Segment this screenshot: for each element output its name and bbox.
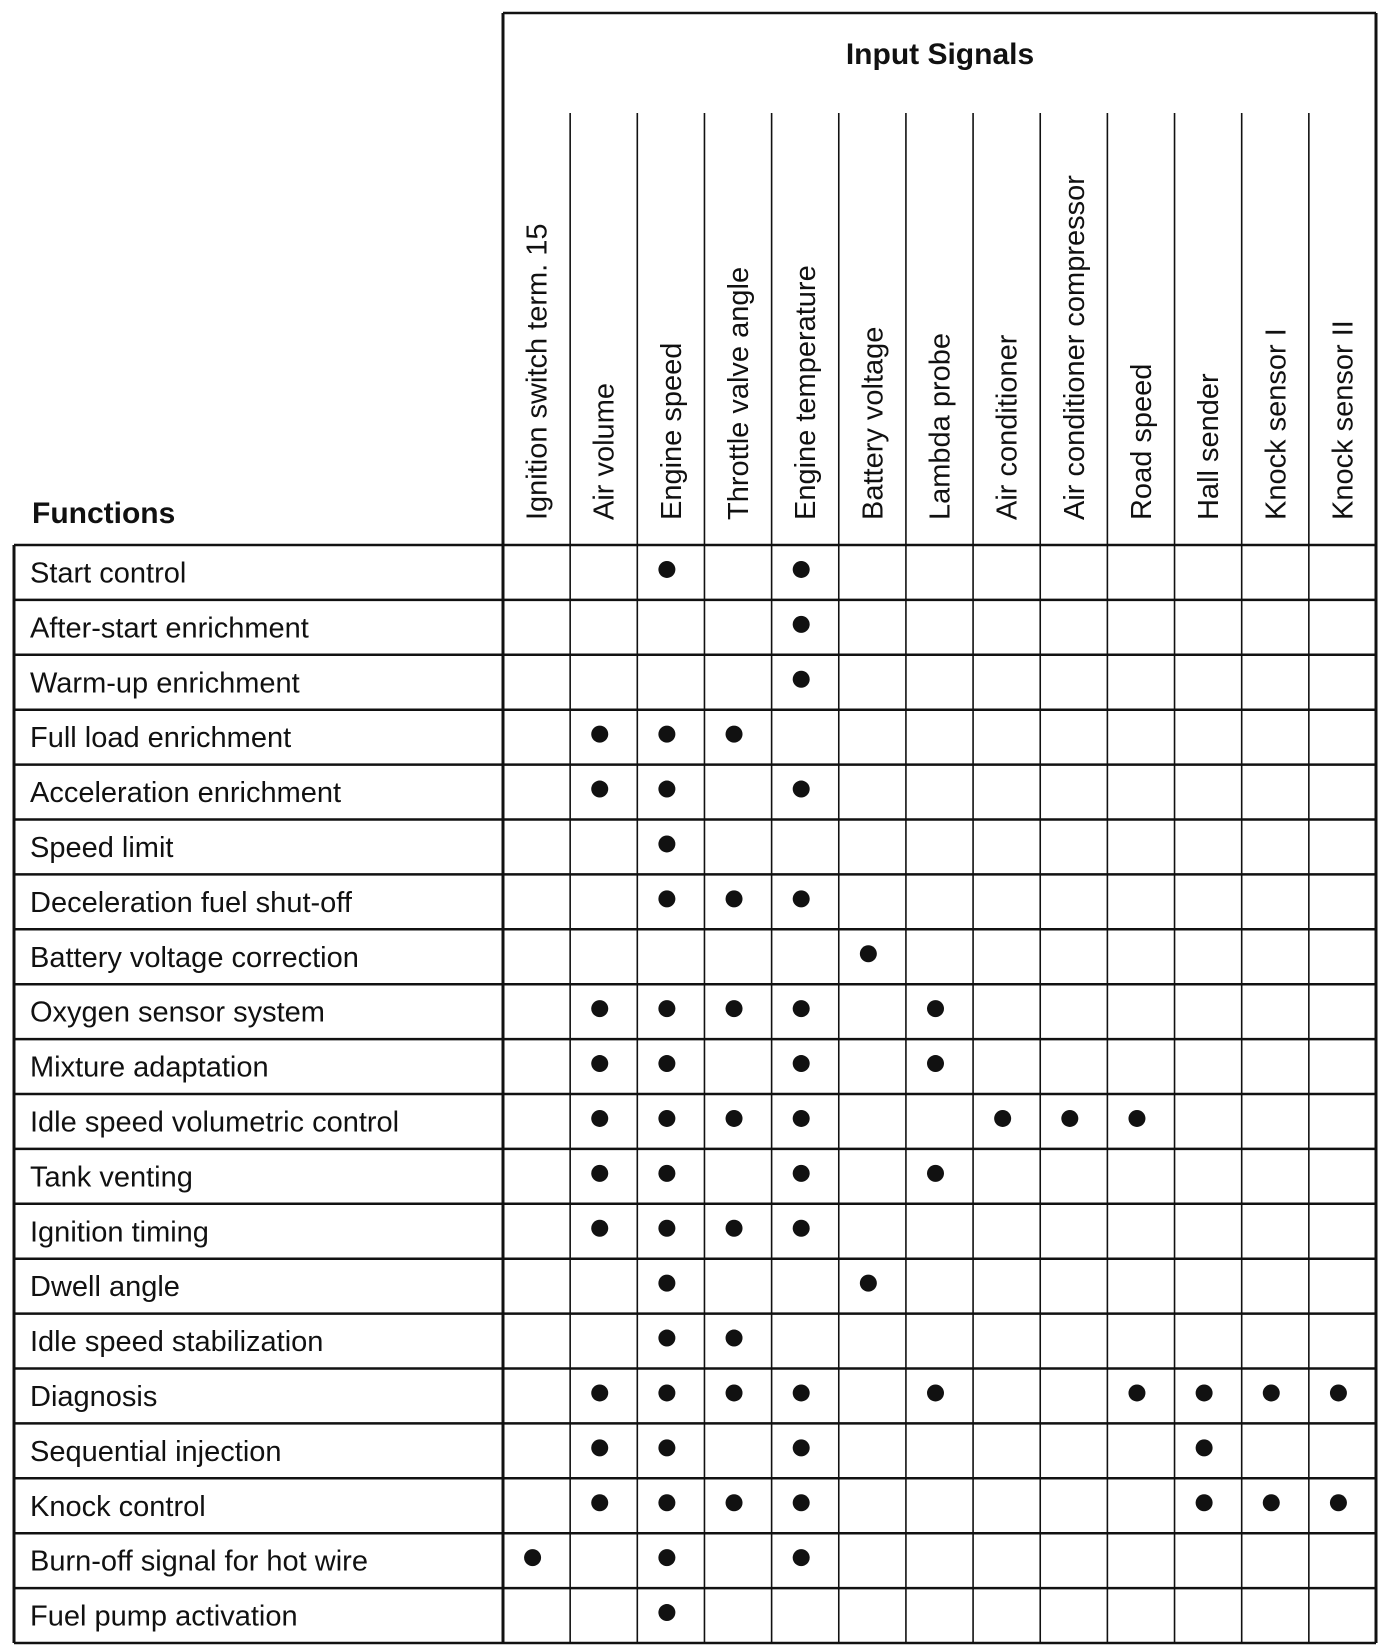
- signal-mark-dot: [658, 1384, 675, 1401]
- signal-mark-dot: [658, 1275, 675, 1292]
- function-label: Diagnosis: [30, 1380, 158, 1413]
- signal-mark-dot: [726, 726, 743, 743]
- signal-mark-dot: [524, 1549, 541, 1566]
- function-label: Dwell angle: [30, 1271, 180, 1304]
- signal-mark-dot: [726, 1384, 743, 1401]
- signal-mark-dot: [994, 1110, 1011, 1127]
- table-row: [30, 1546, 368, 1578]
- signal-mark-dot: [793, 1494, 810, 1511]
- signal-mark-dot: [793, 616, 810, 633]
- signal-mark-dot: [793, 671, 810, 688]
- signal-mark-dot: [658, 1055, 675, 1072]
- signal-mark-dot: [658, 561, 675, 578]
- table-row: [30, 612, 309, 644]
- table-row: [30, 557, 186, 589]
- signal-mark-dot: [658, 1330, 675, 1347]
- column-header-label: Air volume: [588, 383, 621, 520]
- signal-mark-dot: [1196, 1384, 1213, 1401]
- column-header-label: Air conditioner compressor: [1058, 175, 1091, 520]
- input-signals-heading: Input Signals: [845, 38, 1035, 71]
- signal-mark-dot: [793, 781, 810, 798]
- signal-mark-dot: [927, 1055, 944, 1072]
- signal-mark-dot: [927, 1165, 944, 1182]
- signal-mark-dot: [1263, 1494, 1280, 1511]
- function-label: Ignition timing: [30, 1216, 209, 1249]
- signal-mark-dot: [793, 1384, 810, 1401]
- signal-mark-dot: [726, 1494, 743, 1511]
- column-header-label: Knock sensor II: [1327, 320, 1360, 520]
- function-label: Idle speed volumetric control: [30, 1106, 400, 1139]
- signal-mark-dot: [591, 1165, 608, 1182]
- functions-heading: Functions: [32, 497, 176, 530]
- signal-mark-dot: [658, 1000, 675, 1017]
- table-row: [30, 942, 359, 974]
- function-label: Start control: [30, 557, 187, 590]
- column-header-label: Air conditioner: [991, 334, 1024, 520]
- signal-mark-dot: [591, 726, 608, 743]
- table-grid: [14, 13, 1376, 1643]
- table-row: [30, 887, 353, 919]
- column-header-label: Lambda probe: [924, 332, 957, 520]
- column-header-label: Engine temperature: [790, 265, 823, 520]
- signal-mark-dot: [1128, 1384, 1145, 1401]
- function-label: After-start enrichment: [30, 612, 309, 645]
- table-row: [30, 722, 291, 754]
- column-header-label: Ignition switch term. 15: [521, 223, 554, 520]
- signal-mark-dot: [793, 561, 810, 578]
- signal-mark-dot: [658, 890, 675, 907]
- signal-mark-dot: [726, 1220, 743, 1237]
- function-label: Speed limit: [30, 831, 174, 864]
- signal-mark-dot: [658, 1494, 675, 1511]
- column-header-label: Battery voltage: [857, 326, 890, 520]
- column-header-label: Road speed: [1125, 363, 1158, 520]
- signal-mark-dot: [1061, 1110, 1078, 1127]
- signal-mark-dot: [1196, 1439, 1213, 1456]
- function-label: Sequential injection: [30, 1435, 282, 1468]
- signal-mark-dot: [793, 890, 810, 907]
- table-row: [30, 997, 325, 1029]
- function-label: Tank venting: [30, 1161, 193, 1194]
- signal-mark-dot: [927, 1000, 944, 1017]
- signal-mark-dot: [658, 1549, 675, 1566]
- signal-marks: [524, 561, 1347, 1621]
- function-label: Full load enrichment: [30, 722, 292, 755]
- signal-mark-dot: [658, 1439, 675, 1456]
- signal-mark-dot: [726, 890, 743, 907]
- table-row: [30, 777, 341, 809]
- signal-mark-dot: [726, 1110, 743, 1127]
- signal-mark-dot: [591, 1439, 608, 1456]
- signal-mark-dot: [793, 1549, 810, 1566]
- table-row: [30, 1381, 157, 1413]
- signal-mark-dot: [591, 1384, 608, 1401]
- signal-mark-dot: [658, 1220, 675, 1237]
- signal-mark-dot: [591, 781, 608, 798]
- signal-mark-dot: [591, 1055, 608, 1072]
- function-label: Acceleration enrichment: [30, 777, 342, 810]
- signal-mark-dot: [793, 1220, 810, 1237]
- function-label: Mixture adaptation: [30, 1051, 269, 1084]
- signal-mark-dot: [793, 1439, 810, 1456]
- table-row: [30, 1216, 209, 1248]
- signal-mark-dot: [860, 945, 877, 962]
- table-row: [30, 1052, 269, 1084]
- table-row: [30, 1271, 180, 1303]
- signal-mark-dot: [793, 1165, 810, 1182]
- signal-mark-dot: [1263, 1384, 1280, 1401]
- column-header-label: Throttle valve angle: [723, 266, 756, 520]
- signal-mark-dot: [658, 835, 675, 852]
- column-headers: [522, 175, 1360, 520]
- column-header-label: Engine speed: [655, 342, 688, 520]
- signal-mark-dot: [927, 1384, 944, 1401]
- table-row: [30, 1491, 206, 1523]
- function-label: Idle speed stabilization: [30, 1326, 324, 1359]
- signal-mark-dot: [658, 1110, 675, 1127]
- signal-mark-dot: [658, 726, 675, 743]
- signal-mark-dot: [793, 1110, 810, 1127]
- signal-mark-dot: [793, 1055, 810, 1072]
- function-label: Fuel pump activation: [30, 1600, 298, 1633]
- signal-mark-dot: [726, 1000, 743, 1017]
- function-label: Deceleration fuel shut-off: [30, 886, 352, 919]
- signal-mark-dot: [1330, 1384, 1347, 1401]
- function-label: Warm-up enrichment: [30, 667, 300, 700]
- signal-mark-dot: [591, 1000, 608, 1017]
- table-row: [30, 667, 300, 699]
- signal-mark-dot: [658, 1604, 675, 1621]
- signal-mark-dot: [1128, 1110, 1145, 1127]
- function-label: Burn-off signal for hot wire: [30, 1545, 368, 1578]
- table-row: [30, 1106, 399, 1138]
- signal-mark-dot: [860, 1275, 877, 1292]
- signal-mark-dot: [658, 781, 675, 798]
- table-row: [30, 1601, 298, 1633]
- table-row: [30, 832, 173, 864]
- signal-mark-dot: [1196, 1494, 1213, 1511]
- function-label: Battery voltage correction: [30, 941, 359, 974]
- column-header-label: Knock sensor I: [1260, 328, 1293, 520]
- function-label: Oxygen sensor system: [30, 996, 325, 1029]
- table-row: [30, 1326, 323, 1358]
- signal-mark-dot: [591, 1220, 608, 1237]
- function-label: Knock control: [30, 1490, 206, 1523]
- signal-mark-dot: [591, 1494, 608, 1511]
- table-row: [30, 1161, 193, 1193]
- signal-mark-dot: [658, 1165, 675, 1182]
- column-header-label: Hall sender: [1193, 373, 1226, 520]
- signal-mark-dot: [726, 1330, 743, 1347]
- signal-mark-dot: [591, 1110, 608, 1127]
- signal-mark-dot: [793, 1000, 810, 1017]
- table-row: [30, 1436, 282, 1468]
- signal-mark-dot: [1330, 1494, 1347, 1511]
